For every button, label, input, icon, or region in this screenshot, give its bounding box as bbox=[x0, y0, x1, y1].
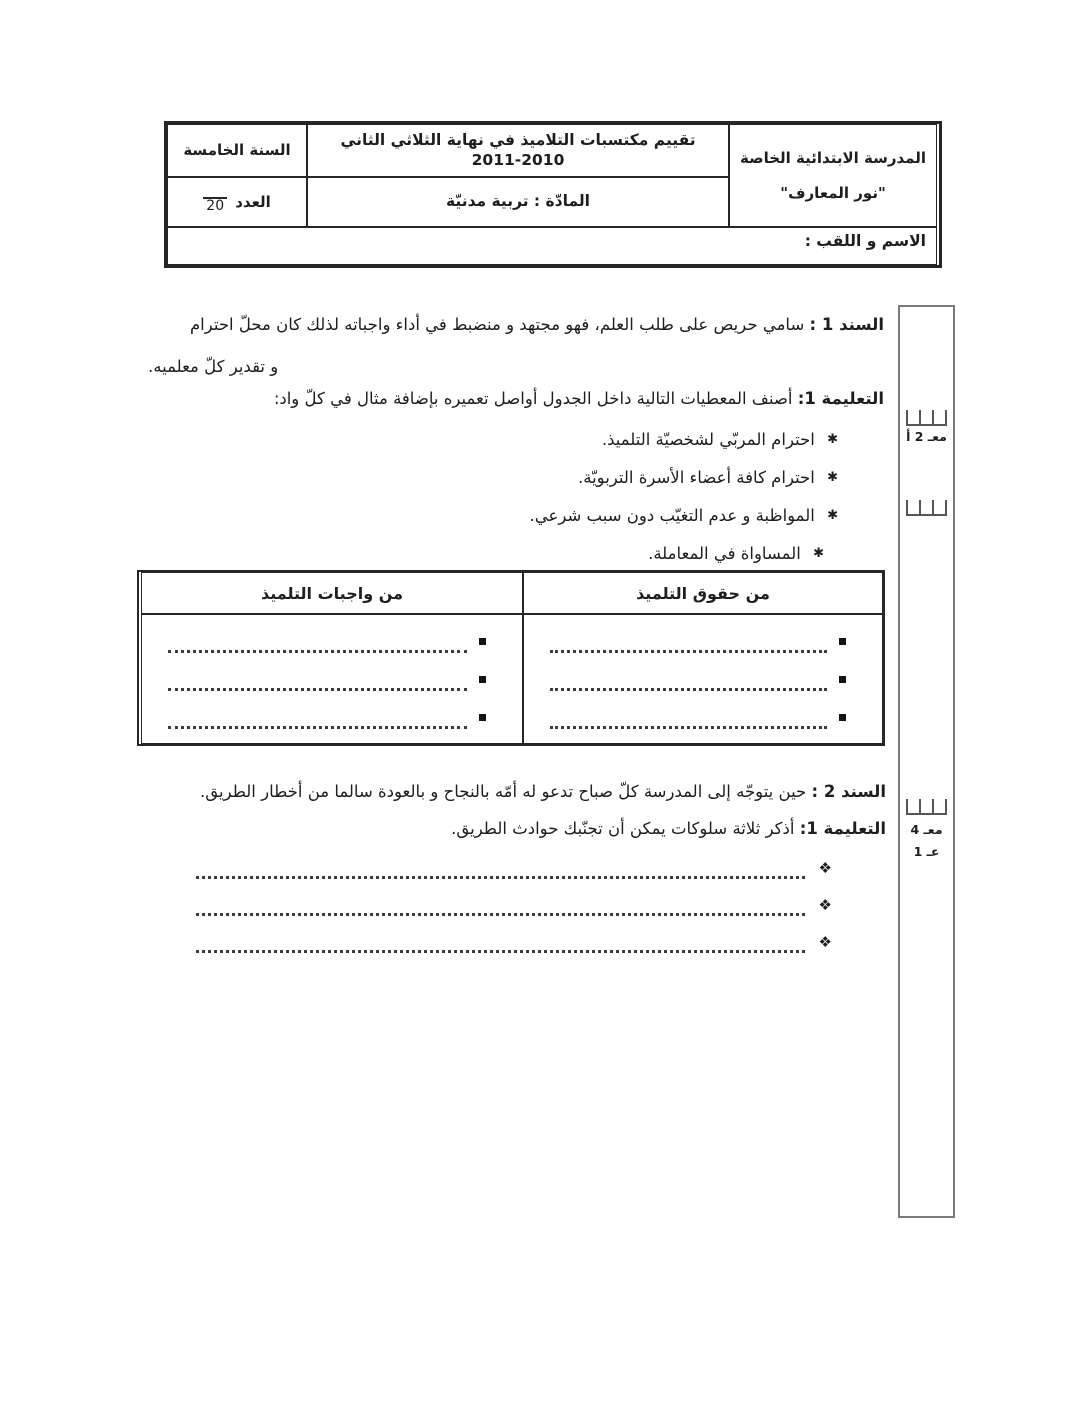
section2-instruction-label: التعليمة 1: bbox=[799, 819, 886, 838]
bullet-text: المواظبة و عدم التغيّب دون سبب شرعي. bbox=[529, 506, 815, 525]
section1-text: سامي حريص على طلب العلم، فهو مجتهد و منضبط في أداء واجباته لذلك كان محلّ احترام bbox=[189, 315, 805, 334]
square-bullet-icon bbox=[479, 714, 486, 721]
square-bullet-icon bbox=[479, 638, 486, 645]
list-item bbox=[530, 497, 838, 535]
diamond-bullet-icon: ❖ bbox=[818, 895, 832, 914]
list-item bbox=[530, 421, 838, 459]
section1-text-line2 bbox=[148, 357, 278, 376]
table-row bbox=[524, 703, 882, 741]
subject-cell bbox=[307, 177, 729, 227]
answer-dotted-line bbox=[168, 677, 467, 691]
answer-line bbox=[196, 927, 832, 964]
exam-title-cell bbox=[307, 124, 729, 177]
table-row bbox=[142, 703, 522, 741]
grade-year-label: السنة الخامسة bbox=[183, 141, 291, 160]
score-cell bbox=[167, 177, 307, 227]
diamond-bullet-icon: ❖ bbox=[818, 858, 832, 877]
student-name-cell bbox=[167, 227, 937, 265]
section1-label: السند 1 : bbox=[809, 315, 884, 334]
school-name-cell bbox=[729, 124, 937, 227]
answer-dotted-line bbox=[196, 939, 805, 953]
table-row bbox=[524, 665, 882, 703]
section1-instruction-text: أصنف المعطيات التالية داخل الجدول أواصل تعميره بإضافة مثال في كلّ واد: bbox=[273, 389, 793, 408]
list-item bbox=[530, 535, 824, 573]
square-bullet-icon bbox=[839, 676, 846, 683]
school-name-line1: المدرسة الابتدائية الخاصة bbox=[740, 148, 926, 167]
answer-line bbox=[196, 890, 832, 927]
table-row bbox=[142, 627, 522, 665]
asterisk-bullet-icon: ✱ bbox=[827, 470, 838, 485]
criterion-label: معـ 4 bbox=[910, 822, 943, 837]
section1-instruction-line bbox=[274, 389, 884, 408]
table-row bbox=[142, 665, 522, 703]
rights-answer-cell bbox=[523, 614, 883, 744]
student-name-label: الاسم و اللقب : bbox=[804, 232, 926, 250]
section2-text: حين يتوجّه إلى المدرسة كلّ صباح تدعو له أمّه بالنجاح و بالعودة سالما من أخطار الطريق. bbox=[200, 782, 807, 801]
section1-bullet-list bbox=[530, 421, 838, 573]
duties-answer-cell bbox=[141, 614, 523, 744]
table-header-duties bbox=[141, 572, 523, 614]
exam-title-year: 2011-2010 bbox=[471, 150, 565, 169]
score-fraction bbox=[203, 190, 227, 214]
header-table bbox=[164, 121, 942, 268]
criterion-label: معـ 2 أ bbox=[906, 429, 947, 444]
score-denominator: 20 bbox=[206, 198, 225, 214]
grading-scale-ticks bbox=[906, 799, 947, 815]
section2-instruction-line bbox=[451, 819, 886, 838]
school-name-line2: "نور المعارف" bbox=[780, 183, 886, 202]
grading-scale-ticks bbox=[906, 500, 947, 516]
rights-header-label: من حقوق التلميذ bbox=[636, 583, 770, 603]
section2-text-line bbox=[200, 782, 886, 801]
subject-label: المادّة : تربية مدنيّة bbox=[446, 192, 590, 211]
asterisk-bullet-icon: ✱ bbox=[813, 546, 824, 561]
diamond-bullet-icon: ❖ bbox=[818, 932, 832, 951]
duties-header-label: من واجبات التلميذ bbox=[260, 583, 404, 603]
section1-instruction-label: التعليمة 1: bbox=[797, 389, 884, 408]
bullet-text: المساواة في المعاملة. bbox=[648, 544, 801, 563]
section2-instruction-text: أذكر ثلاثة سلوكات يمكن أن تجنّبك حوادث الطريق. bbox=[451, 819, 795, 838]
table-row bbox=[524, 627, 882, 665]
answer-dotted-line bbox=[196, 902, 805, 916]
answer-dotted-line bbox=[168, 639, 467, 653]
criterion-label: عـ 1 bbox=[913, 844, 940, 859]
square-bullet-icon bbox=[479, 676, 486, 683]
answer-dotted-line bbox=[196, 865, 805, 879]
asterisk-bullet-icon: ✱ bbox=[827, 508, 838, 523]
list-item bbox=[530, 459, 838, 497]
answer-dotted-line bbox=[168, 715, 467, 729]
grading-margin-strip bbox=[898, 305, 955, 1218]
exam-title-line1: تقييم مكتسبات التلاميذ في نهاية الثلاثي الثاني bbox=[340, 131, 696, 150]
answer-dotted-line bbox=[550, 715, 827, 729]
grade-year-cell bbox=[167, 124, 307, 177]
bullet-text: احترام المربّي لشخصيّة التلميذ. bbox=[601, 430, 815, 449]
section2-label: السند 2 : bbox=[811, 782, 886, 801]
score-label: العدد bbox=[235, 192, 271, 211]
asterisk-bullet-icon: ✱ bbox=[827, 432, 838, 447]
bullet-text: احترام كافة أعضاء الأسرة التربويّة. bbox=[577, 468, 815, 487]
rights-duties-table bbox=[137, 570, 885, 746]
square-bullet-icon bbox=[839, 714, 846, 721]
section1-text-line1 bbox=[190, 315, 884, 334]
answer-line bbox=[196, 853, 832, 890]
square-bullet-icon bbox=[839, 638, 846, 645]
section2-answer-lines bbox=[196, 853, 832, 964]
answer-dotted-line bbox=[550, 677, 827, 691]
section1-text-cont: و تقدير كلّ معلميه. bbox=[148, 357, 279, 376]
grading-scale-ticks bbox=[906, 410, 947, 426]
answer-dotted-line bbox=[550, 639, 827, 653]
table-header-rights bbox=[523, 572, 883, 614]
